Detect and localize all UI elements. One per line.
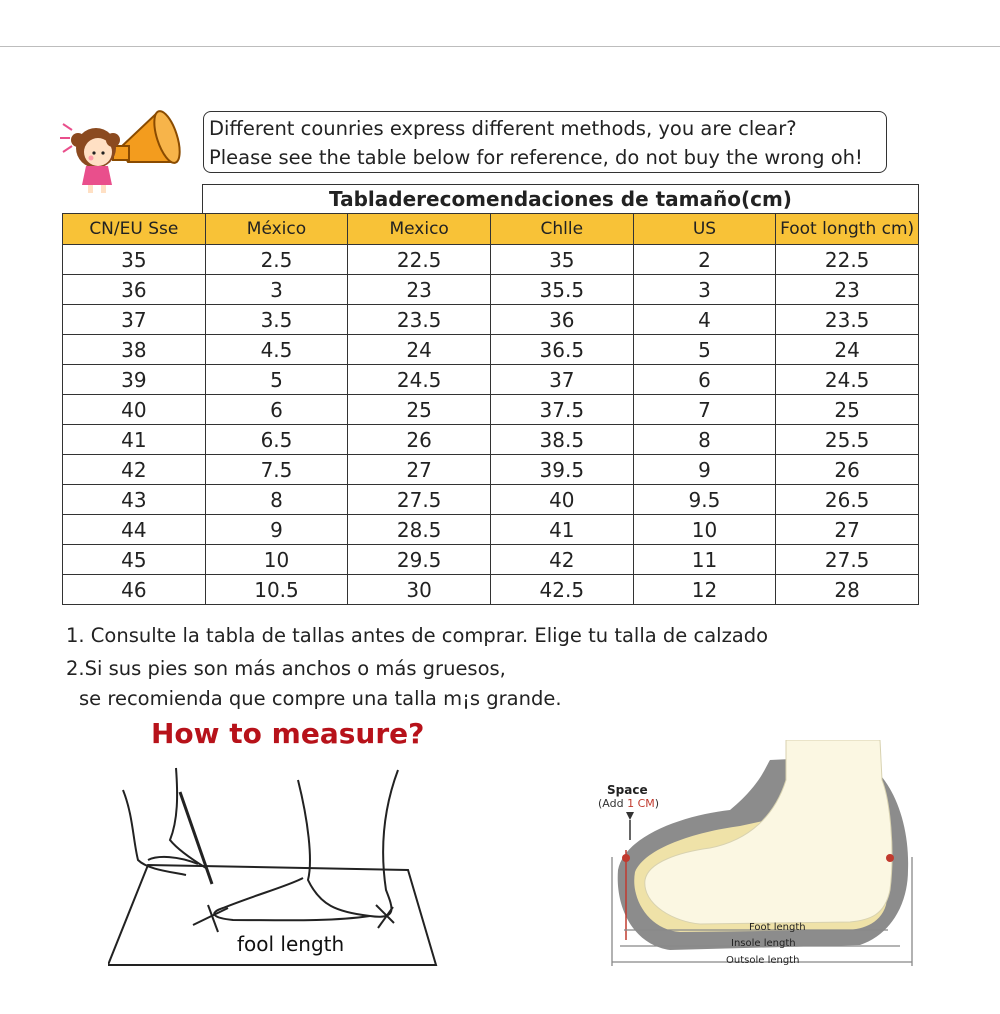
- table-cell: 4: [633, 305, 776, 335]
- table-cell: 43: [63, 485, 206, 515]
- table-cell: 7.5: [205, 455, 348, 485]
- table-cell: 42: [63, 455, 206, 485]
- table-cell: 29.5: [348, 545, 491, 575]
- table-cell: 37: [63, 305, 206, 335]
- table-cell: 46: [63, 575, 206, 605]
- table-cell: 3.5: [205, 305, 348, 335]
- column-header: México: [205, 214, 348, 245]
- table-cell: 27: [348, 455, 491, 485]
- table-cell: 11: [633, 545, 776, 575]
- foot-length-gauge-label: Foot length: [749, 922, 806, 933]
- table-cell: 39.5: [490, 455, 633, 485]
- table-cell: 37.5: [490, 395, 633, 425]
- table-cell: 35: [490, 245, 633, 275]
- table-cell: 7: [633, 395, 776, 425]
- table-cell: 39: [63, 365, 206, 395]
- table-cell: 28.5: [348, 515, 491, 545]
- table-cell: 12: [633, 575, 776, 605]
- table-cell: 36: [63, 275, 206, 305]
- table-cell: 5: [633, 335, 776, 365]
- table-header-row: [63, 214, 919, 245]
- table-cell: 25: [776, 395, 919, 425]
- table-row: [63, 245, 919, 275]
- table-cell: 37: [490, 365, 633, 395]
- space-prefix: (Add: [598, 797, 628, 810]
- table-cell: 23.5: [348, 305, 491, 335]
- column-header: Mexico: [348, 214, 491, 245]
- table-cell: 45: [63, 545, 206, 575]
- foot-length-label: fool length: [237, 932, 345, 956]
- table-cell: 2: [633, 245, 776, 275]
- table-cell: 3: [633, 275, 776, 305]
- table-cell: 36: [490, 305, 633, 335]
- shoe-cross-section-illustration: [590, 740, 920, 970]
- table-row: [63, 485, 919, 515]
- table-cell: 42.5: [490, 575, 633, 605]
- note-2-line-1: 2.Si sus pies son más anchos o más gruesos,: [66, 657, 506, 680]
- top-divider: [0, 46, 1000, 47]
- how-to-measure-heading: How to measure?: [151, 717, 425, 750]
- table-cell: 26.5: [776, 485, 919, 515]
- table-cell: 35: [63, 245, 206, 275]
- note-1: 1. Consulte la tabla de tallas antes de comprar. Elige tu talla de calzado: [66, 624, 769, 647]
- table-cell: 27.5: [348, 485, 491, 515]
- table-cell: 26: [348, 425, 491, 455]
- space-suffix: ): [654, 797, 660, 810]
- table-cell: 28: [776, 575, 919, 605]
- table-cell: 23: [348, 275, 491, 305]
- table-cell: 10: [633, 515, 776, 545]
- table-cell: 10: [205, 545, 348, 575]
- table-row: [63, 515, 919, 545]
- table-cell: 4.5: [205, 335, 348, 365]
- table-cell: 22.5: [776, 245, 919, 275]
- table-row: [63, 395, 919, 425]
- column-header: Chlle: [490, 214, 633, 245]
- table-cell: 42: [490, 545, 633, 575]
- table-cell: 44: [63, 515, 206, 545]
- table-cell: 27.5: [776, 545, 919, 575]
- table-cell: 9: [633, 455, 776, 485]
- table-cell: 9.5: [633, 485, 776, 515]
- table-cell: 30: [348, 575, 491, 605]
- table-row: [63, 455, 919, 485]
- space-value: 1 CM: [627, 797, 655, 810]
- space-title: Space: [607, 783, 648, 797]
- table-row: [63, 575, 919, 605]
- column-header: US: [633, 214, 776, 245]
- speech-bubble: [203, 111, 887, 173]
- table-row: [63, 425, 919, 455]
- table-cell: 8: [633, 425, 776, 455]
- table-cell: 41: [490, 515, 633, 545]
- table-cell: 38.5: [490, 425, 633, 455]
- table-title: Tabladerecomendaciones de tamaño(cm): [202, 184, 919, 213]
- note-2-line-2: se recomienda que compre una talla m¡s grande.: [79, 687, 562, 710]
- bubble-line-1: Different counries express different methods, you are clear?: [209, 117, 797, 140]
- table-cell: 23.5: [776, 305, 919, 335]
- table-row: [63, 335, 919, 365]
- outsole-length-gauge-label: Outsole length: [726, 955, 800, 966]
- table-cell: 27: [776, 515, 919, 545]
- table-cell: 3: [205, 275, 348, 305]
- size-table: [62, 213, 919, 605]
- table-cell: 10.5: [205, 575, 348, 605]
- table-row: [63, 275, 919, 305]
- table-cell: 8: [205, 485, 348, 515]
- table-cell: 2.5: [205, 245, 348, 275]
- megaphone-girl-icon: [58, 100, 193, 195]
- table-cell: 24: [776, 335, 919, 365]
- space-subtitle: [598, 797, 659, 810]
- table-cell: 9: [205, 515, 348, 545]
- table-cell: 26: [776, 455, 919, 485]
- table-cell: 6.5: [205, 425, 348, 455]
- table-cell: 24.5: [348, 365, 491, 395]
- table-cell: 24.5: [776, 365, 919, 395]
- column-header: CN/EU Sse: [63, 214, 206, 245]
- table-cell: 40: [63, 395, 206, 425]
- table-cell: 24: [348, 335, 491, 365]
- insole-length-gauge-label: Insole length: [731, 938, 796, 949]
- column-header: Foot longth cm): [776, 214, 919, 245]
- table-cell: 35.5: [490, 275, 633, 305]
- table-cell: 25.5: [776, 425, 919, 455]
- bubble-line-2: Please see the table below for reference, do not buy the wrong oh!: [209, 146, 863, 169]
- table-row: [63, 305, 919, 335]
- table-row: [63, 545, 919, 575]
- table-cell: 25: [348, 395, 491, 425]
- table-cell: 41: [63, 425, 206, 455]
- table-cell: 38: [63, 335, 206, 365]
- table-row: [63, 365, 919, 395]
- table-cell: 36.5: [490, 335, 633, 365]
- table-cell: 6: [205, 395, 348, 425]
- table-cell: 40: [490, 485, 633, 515]
- table-cell: 6: [633, 365, 776, 395]
- table-cell: 23: [776, 275, 919, 305]
- table-cell: 22.5: [348, 245, 491, 275]
- table-cell: 5: [205, 365, 348, 395]
